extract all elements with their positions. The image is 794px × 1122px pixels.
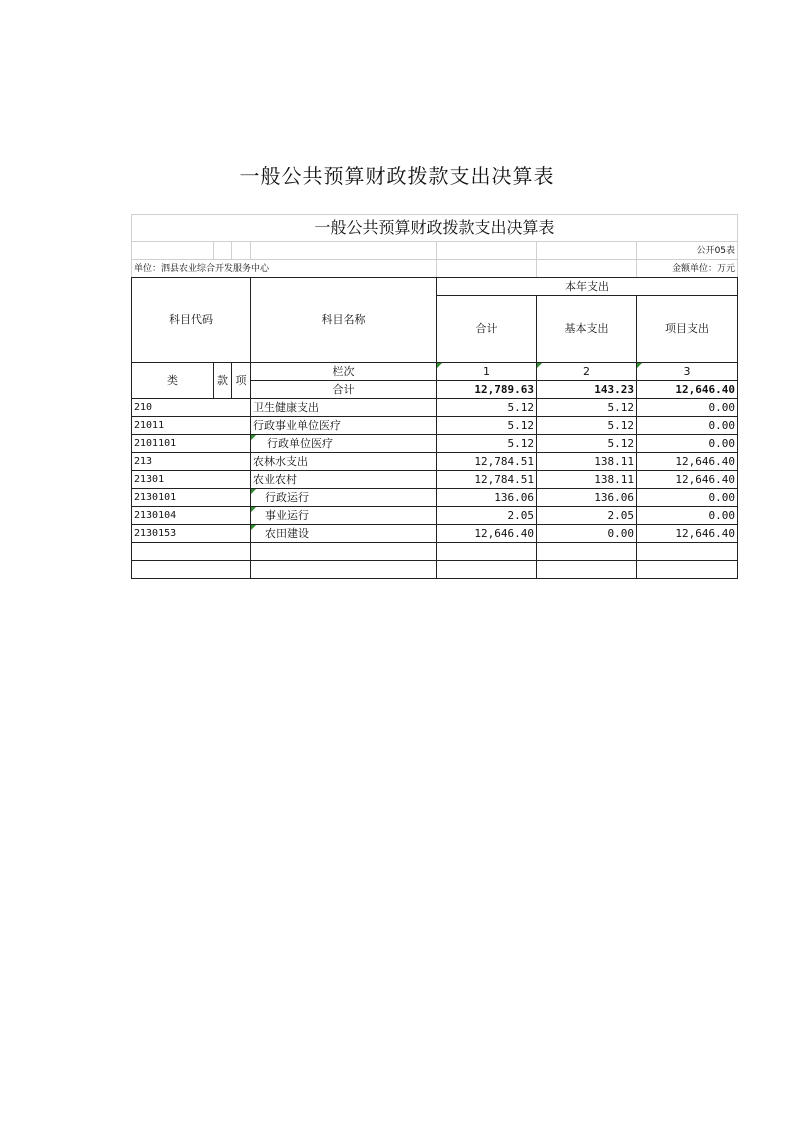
- column-number-3: 3: [637, 363, 738, 381]
- sum-project: 12,646.40: [637, 381, 738, 399]
- header-subject-name: 科目名称: [251, 278, 437, 363]
- row-code: 2130153: [132, 525, 251, 543]
- header-project: 项目支出: [637, 296, 738, 363]
- row-code: 2130101: [132, 489, 251, 507]
- table-row: [132, 471, 738, 489]
- row-project: 0.00: [637, 489, 738, 507]
- row-project: 12,646.40: [637, 525, 738, 543]
- row-name: 事业运行: [251, 507, 437, 525]
- budget-sheet: [131, 214, 737, 579]
- empty-row: [132, 543, 738, 561]
- empty-row: [132, 561, 738, 579]
- column-number-2: 2: [537, 363, 637, 381]
- page-title: 一般公共预算财政拨款支出决算表: [239, 164, 555, 188]
- row-total: 136.06: [437, 489, 537, 507]
- row-total: 2.05: [437, 507, 537, 525]
- row-code: 21011: [132, 417, 251, 435]
- table-row: [132, 399, 738, 417]
- row-name: 农田建设: [251, 525, 437, 543]
- header-current-year: 本年支出: [437, 278, 738, 296]
- row-total: 5.12: [437, 435, 537, 453]
- row-name: 行政事业单位医疗: [251, 417, 437, 435]
- row-total: 12,784.51: [437, 471, 537, 489]
- row-total: 5.12: [437, 399, 537, 417]
- row-basic: 0.00: [537, 525, 637, 543]
- header-class: 类: [132, 363, 214, 399]
- header-subject-code: 科目代码: [132, 278, 251, 363]
- row-total: 5.12: [437, 417, 537, 435]
- row-name: 卫生健康支出: [251, 399, 437, 417]
- row-project: 0.00: [637, 399, 738, 417]
- table-row: [132, 435, 738, 453]
- row-total: 12,784.51: [437, 453, 537, 471]
- sheet-title: 一般公共预算财政拨款支出决算表: [132, 215, 738, 242]
- row-basic: 5.12: [537, 399, 637, 417]
- row-code: 2101101: [132, 435, 251, 453]
- amount-unit-label: 金额单位：万元: [637, 260, 738, 278]
- header-basic: 基本支出: [537, 296, 637, 363]
- row-project: 0.00: [637, 417, 738, 435]
- row-code: 2130104: [132, 507, 251, 525]
- row-project: 0.00: [637, 435, 738, 453]
- row-name: 农林水支出: [251, 453, 437, 471]
- sum-total: 12,789.63: [437, 381, 537, 399]
- row-code: 213: [132, 453, 251, 471]
- sum-basic: 143.23: [537, 381, 637, 399]
- table-row: [132, 507, 738, 525]
- row-basic: 5.12: [537, 417, 637, 435]
- row-total: 12,646.40: [437, 525, 537, 543]
- row-basic: 2.05: [537, 507, 637, 525]
- form-number: 公开05表: [637, 242, 738, 260]
- table-row: [132, 417, 738, 435]
- table-row: [132, 525, 738, 543]
- header-total: 合计: [437, 296, 537, 363]
- row-name: 农业农村: [251, 471, 437, 489]
- expenditure-table: [131, 214, 738, 579]
- table-row: [132, 453, 738, 471]
- row-basic: 5.12: [537, 435, 637, 453]
- row-basic: 136.06: [537, 489, 637, 507]
- header-item: 项: [232, 363, 251, 399]
- table-row: [132, 489, 738, 507]
- row-code: 210: [132, 399, 251, 417]
- row-project: 12,646.40: [637, 453, 738, 471]
- header-section: 款: [214, 363, 232, 399]
- header-column-no: 栏次: [251, 363, 437, 381]
- row-basic: 138.11: [537, 453, 637, 471]
- row-code: 21301: [132, 471, 251, 489]
- row-name: 行政运行: [251, 489, 437, 507]
- row-basic: 138.11: [537, 471, 637, 489]
- column-number-1: 1: [437, 363, 537, 381]
- sum-label: 合计: [251, 381, 437, 399]
- unit-label: 单位：泗县农业综合开发服务中心: [132, 260, 437, 278]
- row-project: 0.00: [637, 507, 738, 525]
- row-project: 12,646.40: [637, 471, 738, 489]
- row-name: 行政单位医疗: [251, 435, 437, 453]
